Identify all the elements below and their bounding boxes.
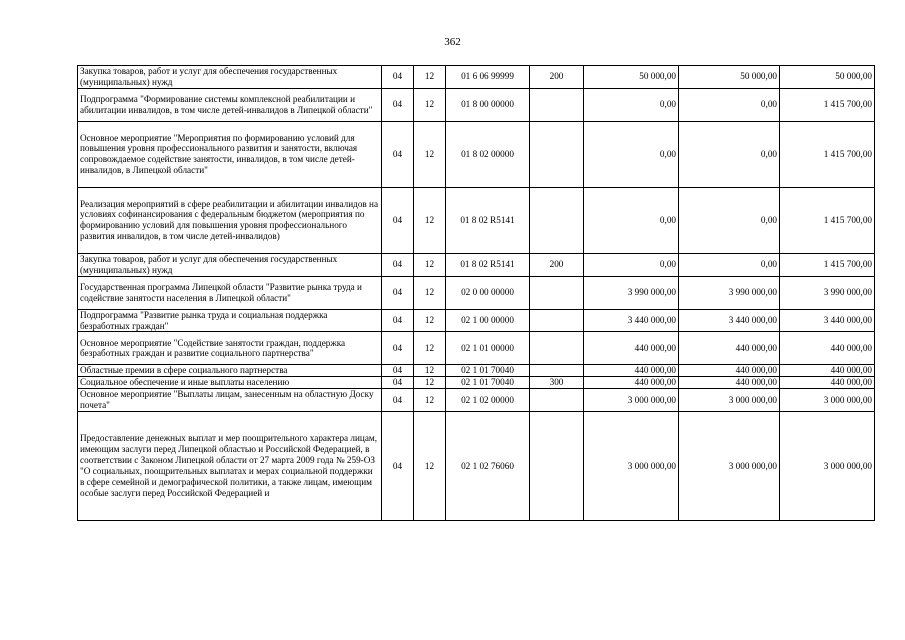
section-code: 04 [382, 88, 414, 121]
section-code: 04 [382, 389, 414, 412]
expense-kind-code: 300 [530, 377, 584, 389]
page-number: 362 [444, 36, 461, 48]
amount-2: 3 000 000,00 [679, 389, 780, 412]
row-name: Подпрограмма "Формирование системы комплексной реабилитации и абилитации инвалидов, в том числе детей-инвалидов в Липецкой области" [78, 88, 382, 121]
target-article-code: 02 0 00 00000 [446, 276, 530, 309]
subsection-code: 12 [414, 66, 446, 89]
section-code: 04 [382, 253, 414, 276]
expense-kind-code [530, 389, 584, 412]
expense-kind-code [530, 276, 584, 309]
amount-1: 440 000,00 [584, 365, 679, 377]
table-row [78, 66, 875, 89]
expense-kind-code [530, 88, 584, 121]
budget-table [77, 65, 875, 521]
row-name: Основное мероприятие "Мероприятия по формированию условий для повышения уровня профессионального развития и занятости, включая сопровождаемое содействие занятости, инвалидов, в том числе детей-инвалидов, в Липецкой области" [78, 121, 382, 187]
row-name: Областные премии в сфере социального партнерства [78, 365, 382, 377]
expense-kind-code [530, 365, 584, 377]
row-name: Основное мероприятие "Выплаты лицам, занесенным на областную Доску почета" [78, 389, 382, 412]
target-article-code: 02 1 01 00000 [446, 332, 530, 365]
section-code: 04 [382, 309, 414, 332]
expense-kind-code [530, 121, 584, 187]
table-row [78, 389, 875, 412]
expense-kind-code [530, 309, 584, 332]
subsection-code: 12 [414, 365, 446, 377]
table-row [78, 88, 875, 121]
amount-1: 50 000,00 [584, 66, 679, 89]
amount-2: 3 440 000,00 [679, 309, 780, 332]
table-row [78, 309, 875, 332]
amount-1: 0,00 [584, 121, 679, 187]
amount-2: 0,00 [679, 121, 780, 187]
row-name: Основное мероприятие "Содействие занятости граждан, поддержка безработных граждан и развитие социального партнерства" [78, 332, 382, 365]
row-name: Закупка товаров, работ и услуг для обеспечения государственных (муниципальных) нужд [78, 253, 382, 276]
section-code: 04 [382, 121, 414, 187]
amount-2: 440 000,00 [679, 377, 780, 389]
target-article-code: 02 1 01 70040 [446, 365, 530, 377]
amount-3: 1 415 700,00 [780, 253, 875, 276]
amount-1: 3 000 000,00 [584, 389, 679, 412]
amount-1: 3 000 000,00 [584, 412, 679, 521]
section-code: 04 [382, 365, 414, 377]
table-row [78, 365, 875, 377]
amount-3: 440 000,00 [780, 365, 875, 377]
amount-1: 440 000,00 [584, 377, 679, 389]
expense-kind-code: 200 [530, 66, 584, 89]
subsection-code: 12 [414, 377, 446, 389]
section-code: 04 [382, 412, 414, 521]
table-row [78, 332, 875, 365]
target-article-code: 01 8 02 00000 [446, 121, 530, 187]
amount-2: 0,00 [679, 88, 780, 121]
amount-1: 440 000,00 [584, 332, 679, 365]
expense-kind-code: 200 [530, 253, 584, 276]
amount-2: 440 000,00 [679, 332, 780, 365]
amount-2: 0,00 [679, 187, 780, 253]
target-article-code: 02 1 00 00000 [446, 309, 530, 332]
amount-3: 3 990 000,00 [780, 276, 875, 309]
amount-3: 3 000 000,00 [780, 389, 875, 412]
amount-3: 3 000 000,00 [780, 412, 875, 521]
amount-1: 0,00 [584, 187, 679, 253]
expense-kind-code [530, 332, 584, 365]
amount-3: 440 000,00 [780, 332, 875, 365]
subsection-code: 12 [414, 187, 446, 253]
amount-2: 3 000 000,00 [679, 412, 780, 521]
table-row [78, 276, 875, 309]
target-article-code: 02 1 02 76060 [446, 412, 530, 521]
target-article-code: 02 1 02 00000 [446, 389, 530, 412]
amount-2: 50 000,00 [679, 66, 780, 89]
amount-3: 50 000,00 [780, 66, 875, 89]
amount-3: 1 415 700,00 [780, 187, 875, 253]
target-article-code: 01 8 02 R5141 [446, 253, 530, 276]
subsection-code: 12 [414, 309, 446, 332]
subsection-code: 12 [414, 389, 446, 412]
subsection-code: 12 [414, 253, 446, 276]
table-row [78, 121, 875, 187]
table-row [78, 377, 875, 389]
target-article-code: 01 8 00 00000 [446, 88, 530, 121]
amount-2: 440 000,00 [679, 365, 780, 377]
row-name: Подпрограмма "Развитие рынка труда и социальная поддержка безработных граждан" [78, 309, 382, 332]
table-row [78, 412, 875, 521]
table-row [78, 253, 875, 276]
target-article-code: 02 1 01 70040 [446, 377, 530, 389]
amount-1: 0,00 [584, 88, 679, 121]
amount-1: 3 990 000,00 [584, 276, 679, 309]
subsection-code: 12 [414, 121, 446, 187]
expense-kind-code [530, 412, 584, 521]
section-code: 04 [382, 66, 414, 89]
amount-1: 3 440 000,00 [584, 309, 679, 332]
target-article-code: 01 8 02 R5141 [446, 187, 530, 253]
target-article-code: 01 6 06 99999 [446, 66, 530, 89]
amount-3: 1 415 700,00 [780, 88, 875, 121]
row-name: Государственная программа Липецкой области "Развитие рынка труда и содействие занятости населения в Липецкой области" [78, 276, 382, 309]
subsection-code: 12 [414, 412, 446, 521]
amount-1: 0,00 [584, 253, 679, 276]
amount-2: 3 990 000,00 [679, 276, 780, 309]
amount-2: 0,00 [679, 253, 780, 276]
row-name: Социальное обеспечение и иные выплаты населению [78, 377, 382, 389]
table-row [78, 187, 875, 253]
section-code: 04 [382, 377, 414, 389]
row-name: Реализация мероприятий в сфере реабилитации и абилитации инвалидов на условиях софинансирования с федеральным бюджетом (мероприятия по формированию условий для повышения уровня профессионального развития инвалидов, в том числе детей-инвалидов) [78, 187, 382, 253]
section-code: 04 [382, 276, 414, 309]
row-name: Предоставление денежных выплат и мер поощрительного характера лицам, имеющим заслуги перед Липецкой областью и Российской Федерацией, в соответствии с Законом Липецкой области от 27 марта 2009 года № 259-ОЗ "О социальных, поощрительных выплатах и мерах социальной поддержки в сфере семейной и демографической политики, а также лицам, имеющим особые заслуги перед Российской Федерацией и [78, 412, 382, 521]
amount-3: 440 000,00 [780, 377, 875, 389]
expense-kind-code [530, 187, 584, 253]
subsection-code: 12 [414, 88, 446, 121]
amount-3: 3 440 000,00 [780, 309, 875, 332]
row-name: Закупка товаров, работ и услуг для обеспечения государственных (муниципальных) нужд [78, 66, 382, 89]
subsection-code: 12 [414, 332, 446, 365]
section-code: 04 [382, 187, 414, 253]
subsection-code: 12 [414, 276, 446, 309]
section-code: 04 [382, 332, 414, 365]
amount-3: 1 415 700,00 [780, 121, 875, 187]
